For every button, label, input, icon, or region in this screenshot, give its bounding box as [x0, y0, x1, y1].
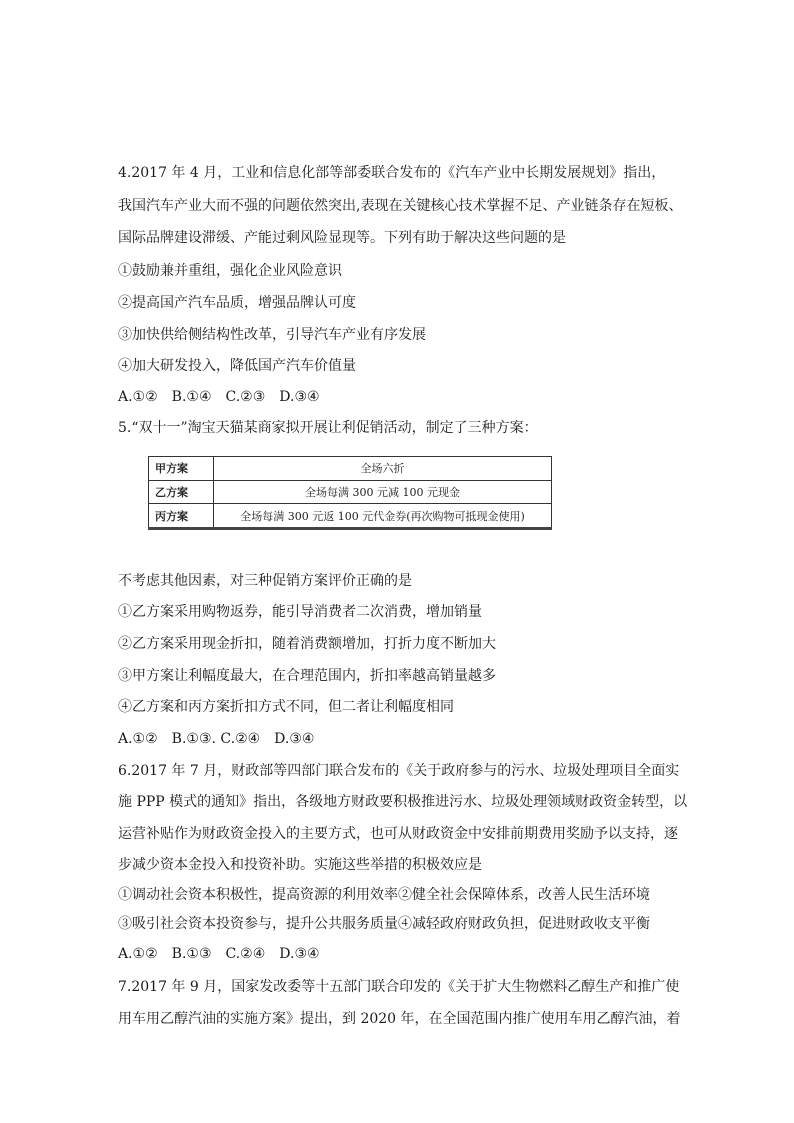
q5-stem: 5.“双十一”淘宝天猫某商家拟开展让利促销活动，制定了三种方案：: [118, 420, 538, 436]
q4-option-2: ②提高国产汽车品质，增强品牌认可度: [118, 295, 356, 311]
q7-stem-line-2: 用车用乙醇汽油的实施方案》提出，到 2020 年，在全国范围内推广使用车用乙醇汽油，着: [118, 1011, 681, 1027]
plan-desc: 全场每满 300 元减 100 元现金: [214, 480, 552, 504]
q6-stem-line-2: 施 PPP 模式的通知》指出，各级地方财政要积极推进污水、垃圾处理领域财政资金转型，以: [118, 794, 688, 810]
q5-answers: A.①② B.①③. C.②④ D.③④: [118, 731, 315, 747]
q5-option-1: ①乙方案采用购物返券，能引导消费者二次消费，增加销量: [118, 604, 482, 620]
q5-option-3: ③甲方案让利幅度最大，在合理范围内，折扣率越高销量越多: [118, 668, 496, 684]
q7-stem-line-1: 7.2017 年 9 月，国家发改委等十五部门联合印发的《关于扩大生物燃料乙醇生产和推广使: [118, 979, 680, 995]
q4-stem-line-1: 4.2017 年 4 月，工业和信息化部等部委联合发布的《汽车产业中长期发展规划》指出，: [118, 165, 666, 181]
q4-option-4: ④加大研发投入，降低国产汽车价值量: [118, 358, 356, 374]
q5-option-2: ②乙方案采用现金折扣，随着消费额增加，打折力度不断加大: [118, 636, 496, 652]
q4-answers: A.①② B.①④ C.②③ D.③④: [118, 389, 320, 405]
q4-option-1: ①鼓励兼并重组，强化企业风险意识: [118, 263, 342, 279]
q6-option-line-1: ①调动社会资本积极性，提高资源的利用效率②健全社会保障体系，改善人民生活环境: [118, 887, 650, 903]
promotion-table: [148, 456, 552, 530]
q6-option-line-2: ③吸引社会资本投资参与，提升公共服务质量④减轻政府财政负担，促进财政收支平衡: [118, 916, 650, 932]
q4-stem-line-2: 我国汽车产业大而不强的问题依然突出,表现在关键核心技术掌握不足、产业链条存在短板、: [118, 198, 683, 214]
table-row: [149, 504, 552, 529]
q6-stem-line-1: 6.2017 年 7 月，财政部等四部门联合发布的《关于政府参与的污水、垃圾处理项目全面实: [118, 763, 680, 779]
q6-answers: A.①② B.①③ C.②④ D.③④: [118, 946, 320, 962]
plan-name: 丙方案: [149, 504, 214, 529]
plan-name: 甲方案: [149, 457, 214, 481]
q6-stem-line-4: 步减少资本金投入和投资补助。实施这些举措的积极效应是: [118, 857, 482, 873]
q5-prompt: 不考虑其他因素，对三种促销方案评价正确的是: [118, 573, 412, 589]
q6-stem-line-3: 运营补贴作为财政资金投入的主要方式，也可从财政资金中安排前期费用奖励予以支持，逐: [118, 826, 678, 842]
q5-option-4: ④乙方案和丙方案折扣方式不同，但二者让利幅度相同: [118, 699, 454, 715]
table-row: [149, 480, 552, 504]
q4-stem-line-3: 国际品牌建设滞缓、产能过剩风险显现等。下列有助于解决这些问题的是: [118, 230, 566, 246]
plan-desc: 全场每满 300 元返 100 元代金券(再次购物可抵现金使用): [214, 504, 552, 529]
q4-option-3: ③加快供给侧结构性改革，引导汽车产业有序发展: [118, 327, 426, 343]
table-row: [149, 457, 552, 481]
plan-name: 乙方案: [149, 480, 214, 504]
plan-desc: 全场六折: [214, 457, 552, 481]
